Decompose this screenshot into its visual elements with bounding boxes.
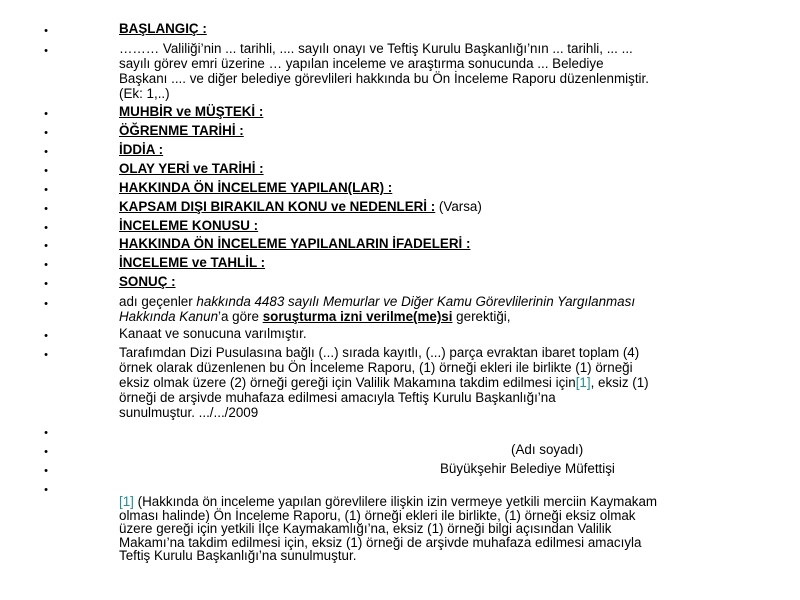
bullet-icon: • (44, 45, 48, 57)
footnote-ref[interactable]: [1] (119, 494, 134, 509)
bullet-icon: • (44, 465, 48, 477)
heading-olay: OLAY YERİ ve TARİHİ : (119, 161, 264, 176)
footnote-line-1 (119, 495, 769, 509)
bullet-icon: • (44, 108, 48, 120)
kanaat-text: Kanaat ve sonucuna varılmıştır. (119, 326, 307, 341)
bullet-icon: • (44, 203, 48, 215)
intro-line-4: (Ek: 1,..) (119, 86, 170, 101)
heading-sonuc: SONUÇ : (119, 274, 176, 289)
bullet-icon: • (44, 222, 48, 234)
intro-line-1: ……… Valiliği’nin ... tarihli, .... sayılı onayı ve Teftiş Kurulu Başkanlığı’nın ... tarihli, ... ... (119, 41, 633, 56)
heading-iddia: İDDİA : (119, 142, 164, 157)
bullet-icon: • (44, 127, 48, 139)
sonuc-line-1 (119, 295, 759, 309)
tarafimdan-line-3 (119, 376, 759, 390)
footnote-line-4: Makamı’na takdim edilmesi için, eksiz (1) örneği de arşivde muhafaza edilmesi amacıyla (119, 534, 642, 550)
adi-soyadi-text: (Adı soyadı) (511, 442, 584, 457)
tarafimdan-line-4: örneği de arşivde muhafaza edilmesi amacıyla Teftiş Kurulu Başkanlığı’na (119, 390, 556, 405)
bullet-icon: • (44, 146, 48, 158)
bullet-icon: • (44, 278, 48, 290)
bullet-icon: • (44, 446, 48, 458)
bullet-icon: • (44, 484, 48, 496)
footnote-ref-link[interactable]: [1] (575, 375, 591, 390)
sonuc-line-2c: soruşturma izni verilme(me)si (262, 309, 453, 324)
footnote-line-5: Teftiş Kurulu Başkanlığı’na sunulmuştur. (119, 548, 357, 563)
footnote-line-2: olması halinde) Ön İnceleme Raporu, (1) örneği ekleri ile birlikte, (1) örneği eksiz olmak (119, 507, 636, 523)
tarafimdan-line-1: Tarafımdan Dizi Pusulasına bağlı (...) sırada kayıtlı, (...) parça evraktan ibaret toplam (4) (119, 345, 640, 360)
bullet-icon: • (44, 427, 48, 439)
tarafimdan-line-5: sunulmuştur. .../.../2009 (119, 405, 259, 420)
bullet-icon: • (44, 330, 48, 342)
tarafimdan-line-2: örnek olarak düzenlenen bu Ön İnceleme Raporu, (1) örneği ekleri ile birlikte (1) örneği (119, 360, 633, 375)
bullet-icon: • (44, 298, 48, 310)
footnote-line-3: üzere gereği için yetkili İlçe Kaymakamlığı’na, eksiz (1) örneği bilgi açısından Valilik (119, 521, 612, 536)
bullet-icon: • (44, 349, 48, 361)
sonuc-line-1a: adı geçenler (119, 294, 197, 309)
heading-konusu: İNCELEME KONUSU : (119, 218, 259, 233)
kapsam-line (119, 200, 759, 214)
bullet-icon: • (44, 165, 48, 177)
bullet-icon: • (44, 259, 48, 271)
mufettis-text: Büyükşehir Belediye Müfettişi (440, 461, 615, 476)
sonuc-line-2 (119, 310, 759, 324)
heading-kapsam: KAPSAM DIŞI BIRAKILAN KONU ve NEDENLERİ : (119, 199, 436, 214)
kapsam-note: (Varsa) (435, 199, 482, 214)
heading-hakkinda: HAKKINDA ÖN İNCELEME YAPILAN(LAR) : (119, 180, 393, 195)
heading-muhbir: MUHBİR ve MÜŞTEKİ : (119, 104, 264, 119)
sonuc-line-2b: ’a göre (218, 309, 263, 324)
bullet-icon: • (44, 25, 48, 37)
footnote (119, 495, 769, 563)
heading-ogrenme: ÖĞRENME TARİHİ : (119, 123, 244, 138)
bullet-icon: • (44, 184, 48, 196)
heading-ifadeler: HAKKINDA ÖN İNCELEME YAPILANLARIN İFADELERİ : (119, 236, 471, 251)
sonuc-line-2d: gerektiği, (452, 309, 511, 324)
heading-baslangic: BAŞLANGIÇ : (119, 21, 207, 36)
heading-tahlil: İNCELEME ve TAHLİL : (119, 255, 266, 270)
footnote-first-line: (Hakkında ön inceleme yapılan görevlilere ilişkin izin vermeye yetkili merciin Kaymakam (133, 494, 658, 509)
tarafimdan-line-3a: eksiz olmak üzere (2) örneği gereği için Valilik Makamına takdim edilmesi için (119, 375, 576, 390)
sonuc-line-2a: Hakkında Kanun (119, 309, 219, 324)
tarafimdan-line-3b: , eksiz (1) (590, 375, 649, 390)
bullet-icon: • (44, 240, 48, 252)
sonuc-line-1b: hakkında 4483 sayılı Memurlar ve Diğer Kamu Görevlilerinin Yargılanması (196, 294, 636, 309)
intro-line-3: Başkanı .... ve diğer belediye görevlileri hakkında bu Ön İnceleme Raporu düzenlenmiştir. (119, 71, 649, 86)
intro-line-2: sayılı görev emri üzerine … yapılan inceleme ve araştırma sonucunda ... Belediye (119, 56, 604, 71)
